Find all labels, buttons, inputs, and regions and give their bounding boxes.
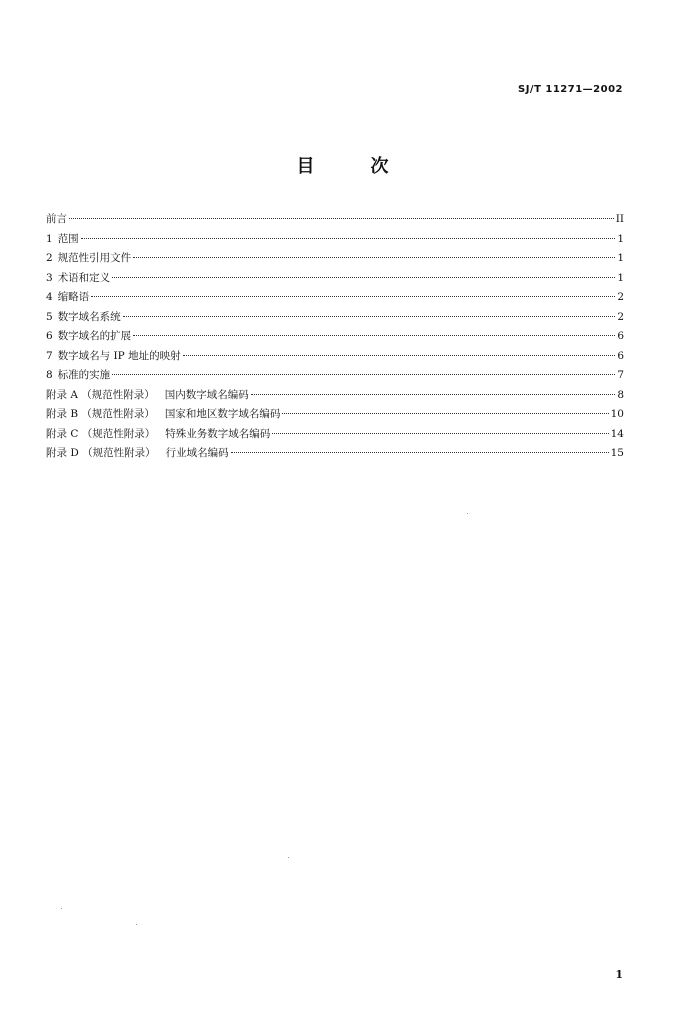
toc-entry-number: 5 bbox=[46, 310, 53, 323]
toc-entry-label: 规范性引用文件 bbox=[57, 252, 132, 264]
toc-entry-7[interactable] bbox=[46, 348, 624, 368]
toc-entry-label: 术语和定义 bbox=[57, 271, 111, 284]
toc-entry-page: 2 bbox=[617, 310, 624, 323]
toc-entry-page: 1 bbox=[617, 232, 624, 245]
toc-entry-page: 8 bbox=[617, 388, 624, 401]
toc-entry-number: 6 bbox=[46, 330, 53, 342]
toc-entry-1[interactable] bbox=[46, 231, 624, 251]
scan-speck bbox=[467, 513, 468, 514]
page-number: 1 bbox=[615, 968, 623, 981]
toc-leader-dots bbox=[123, 316, 616, 317]
toc-leader-dots bbox=[112, 277, 615, 278]
toc-entry-page: 1 bbox=[617, 252, 624, 264]
toc-entry-number: 7 bbox=[46, 349, 53, 362]
toc-appendix-prefix: 附录 A （规范性附录） bbox=[46, 388, 155, 401]
toc-leader-dots bbox=[133, 257, 615, 258]
toc-entry-label: 缩略语 bbox=[57, 291, 90, 303]
toc-appendix-prefix: 附录 B （规范性附录） bbox=[46, 408, 155, 420]
scan-speck bbox=[61, 908, 62, 909]
toc-entry-5[interactable] bbox=[46, 309, 624, 329]
toc-entry-3[interactable] bbox=[46, 270, 624, 290]
toc-entry-label: 前言 bbox=[46, 213, 67, 225]
toc-entry-page: II bbox=[615, 213, 624, 225]
toc-leader-dots bbox=[282, 413, 608, 414]
toc-entry-number: 4 bbox=[46, 291, 53, 303]
toc-leader-dots bbox=[81, 238, 616, 239]
toc-entry-6[interactable] bbox=[46, 328, 624, 348]
toc-entry-appendix-a[interactable] bbox=[46, 387, 624, 407]
toc-entry-page: 6 bbox=[617, 349, 624, 362]
table-of-contents bbox=[46, 211, 624, 465]
scan-speck bbox=[136, 924, 137, 925]
toc-entry-page: 15 bbox=[610, 447, 624, 459]
toc-leader-dots bbox=[251, 394, 616, 395]
toc-entry-4[interactable] bbox=[46, 289, 624, 309]
toc-entry-number: 3 bbox=[46, 271, 53, 284]
standard-code: SJ/T 11271—2002 bbox=[518, 84, 623, 95]
toc-entry-label: 标准的实施 bbox=[57, 369, 111, 381]
toc-entry-label: 国家和地区数字域名编码 bbox=[164, 408, 281, 420]
scan-speck bbox=[288, 857, 289, 858]
toc-entry-label: 数字域名与 IP 地址的映射 bbox=[57, 349, 181, 362]
toc-entry-page: 1 bbox=[617, 271, 624, 284]
toc-entry-foreword[interactable] bbox=[46, 211, 624, 231]
toc-entry-page: 10 bbox=[610, 408, 624, 420]
toc-leader-dots bbox=[272, 433, 608, 434]
toc-entry-label: 范围 bbox=[57, 232, 79, 245]
toc-entry-page: 7 bbox=[617, 369, 624, 381]
toc-appendix-prefix: 附录 C （规范性附录） bbox=[46, 427, 156, 440]
toc-leader-dots bbox=[183, 355, 616, 356]
toc-entry-page: 6 bbox=[617, 330, 624, 342]
toc-leader-dots bbox=[133, 335, 615, 336]
toc-entry-page: 2 bbox=[617, 291, 624, 303]
toc-entry-page: 14 bbox=[610, 427, 624, 440]
toc-entry-label: 行业域名编码 bbox=[165, 447, 229, 459]
toc-leader-dots bbox=[112, 374, 615, 375]
toc-leader-dots bbox=[91, 296, 615, 297]
toc-entry-label: 数字域名系统 bbox=[57, 310, 121, 323]
page-title bbox=[0, 152, 685, 178]
toc-leader-dots bbox=[231, 452, 609, 453]
toc-entry-label: 国内数字域名编码 bbox=[164, 388, 249, 401]
toc-entry-number: 8 bbox=[46, 369, 53, 381]
title-char-1: 目 bbox=[296, 156, 315, 177]
toc-entry-8[interactable] bbox=[46, 367, 624, 387]
toc-leader-dots bbox=[69, 218, 614, 219]
toc-entry-number: 2 bbox=[46, 252, 53, 264]
toc-appendix-prefix: 附录 D （规范性附录） bbox=[46, 447, 156, 459]
toc-entry-label: 特殊业务数字域名编码 bbox=[165, 427, 271, 440]
toc-entry-appendix-b[interactable] bbox=[46, 406, 624, 426]
toc-entry-appendix-c[interactable] bbox=[46, 426, 624, 446]
toc-entry-appendix-d[interactable] bbox=[46, 445, 624, 465]
toc-entry-label: 数字域名的扩展 bbox=[57, 330, 132, 342]
toc-entry-number: 1 bbox=[46, 232, 53, 245]
toc-entry-2[interactable] bbox=[46, 250, 624, 270]
title-char-2: 次 bbox=[370, 156, 389, 177]
